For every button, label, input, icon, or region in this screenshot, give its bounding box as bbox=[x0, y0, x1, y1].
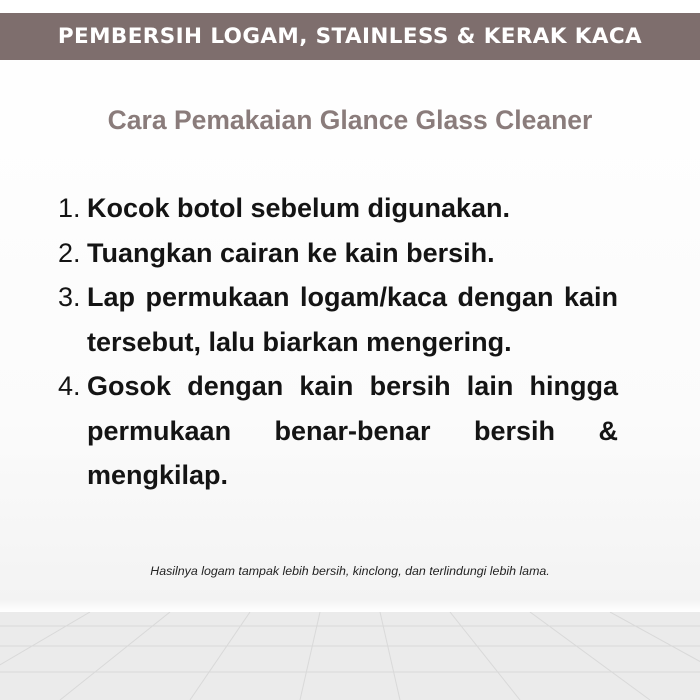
step-text: Tuangkan cairan ke kain bersih. bbox=[87, 237, 495, 268]
step-text: Gosok dengan kain bersih lain hingga permukaan benar-benar bersih & mengkilap. bbox=[87, 371, 618, 490]
step-number: 4. bbox=[58, 371, 81, 401]
banner-title: PEMBERSIH LOGAM, STAINLESS & KERAK KACA bbox=[57, 24, 643, 49]
usage-step-3 bbox=[58, 275, 618, 364]
usage-step-2 bbox=[58, 231, 618, 276]
result-footnote: Hasilnya logam tampak lebih bersih, kinclong, dan terlindungi lebih lama. bbox=[150, 564, 550, 578]
step-number: 2. bbox=[58, 237, 81, 268]
usage-steps-list bbox=[58, 186, 618, 498]
usage-step-4 bbox=[58, 364, 618, 498]
header-banner bbox=[0, 13, 700, 60]
step-text: Lap permukaan logam/kaca dengan kain tersebut, lalu biarkan mengering. bbox=[87, 282, 618, 357]
step-number: 1. bbox=[58, 193, 81, 223]
instructions-heading: Cara Pemakaian Glance Glass Cleaner bbox=[107, 105, 593, 135]
tile-floor-background bbox=[0, 612, 700, 700]
usage-step-1 bbox=[58, 186, 618, 231]
step-text: Kocok botol sebelum digunakan. bbox=[87, 193, 511, 223]
step-number: 3. bbox=[58, 282, 81, 312]
